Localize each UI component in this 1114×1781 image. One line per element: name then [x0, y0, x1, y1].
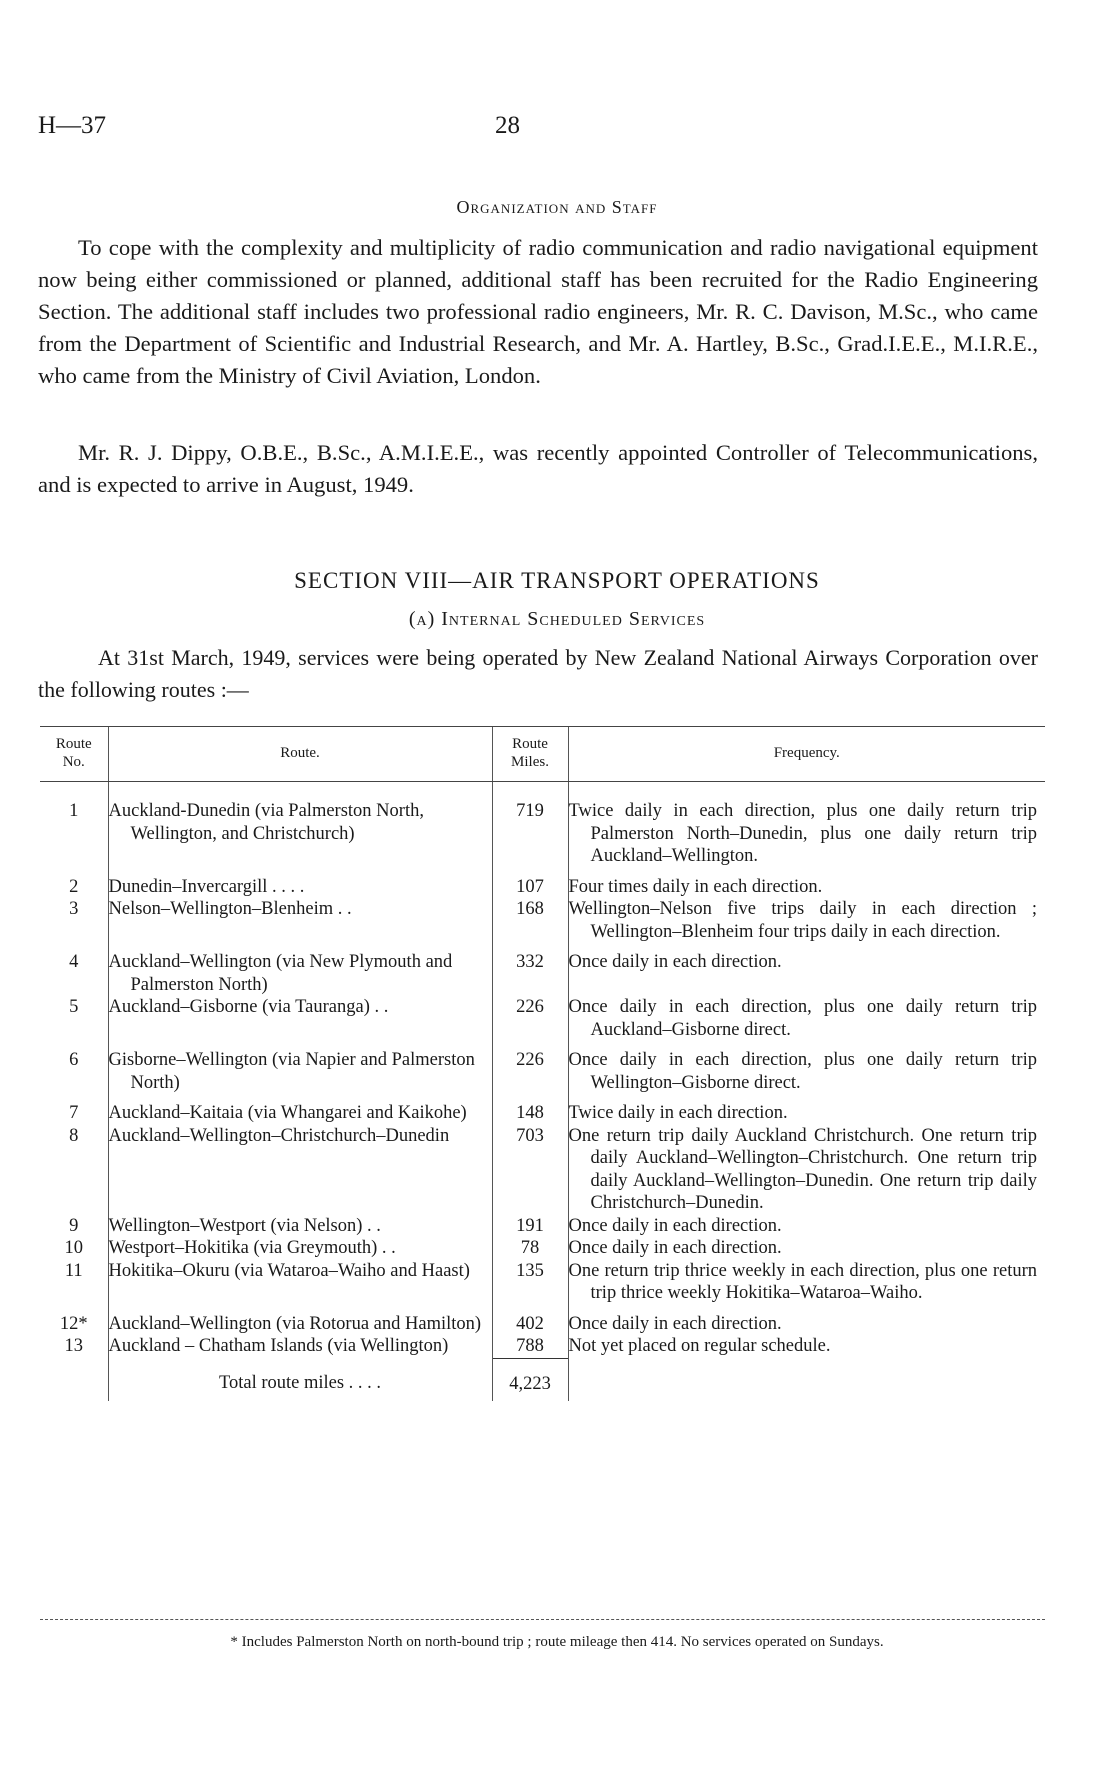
- route-no: 13: [64, 1336, 83, 1356]
- route-frequency: Once daily in each direction, plus one daily return trip Wellington–Gisborne direct.: [568, 1041, 1045, 1094]
- route-frequency: Once daily in each direction.: [568, 943, 1045, 996]
- route-name: Wellington–Westport (via Nelson) . .: [108, 1215, 492, 1238]
- table-row: [40, 898, 1045, 943]
- total-label: Total route miles . . . .: [108, 1358, 492, 1401]
- table-row: [40, 1237, 1045, 1260]
- route-no: 5: [69, 997, 79, 1017]
- route-name: Westport–Hokitika (via Greymouth) . .: [108, 1237, 492, 1260]
- header-route: Route.: [108, 727, 492, 782]
- route-miles: 332: [492, 943, 568, 996]
- organization-paragraph-1: To cope with the complexity and multiplicity of radio communication and radio navigational equipment now being either commissioned or planned, additional staff has been recruited for the Radio Engineering Section. The additional staff includes two professional radio engineers, Mr. R. C. Davison, M.Sc., who came from the Department of Scientific and Industrial Research, and Mr. A. Hartley, B.Sc., Grad.I.E.E., M.I.R.E., who came from the Ministry of Civil Aviation, London.: [38, 235, 1038, 388]
- route-miles: 168: [492, 898, 568, 943]
- table-header-row: [40, 727, 1045, 782]
- table-row: [40, 1215, 1045, 1238]
- table-row: [40, 1260, 1045, 1305]
- route-no: 2: [69, 876, 79, 897]
- route-name: Auckland–Gisborne (via Tauranga) . .: [108, 996, 492, 1041]
- route-name: Auckland–Wellington (via New Plymouth and Palmerston North): [108, 943, 492, 996]
- route-name: Auckland–Kaitaia (via Whangarei and Kaikohe): [108, 1094, 492, 1125]
- route-name: Auckland–Wellington–Christchurch–Dunedin: [108, 1125, 492, 1215]
- total-miles: 4,223: [492, 1358, 568, 1401]
- route-name: Auckland-Dunedin (via Palmerston North, Wellington, and Christchurch): [108, 782, 492, 868]
- route-miles: 402: [492, 1305, 568, 1336]
- route-miles: 191: [492, 1215, 568, 1238]
- footnote-divider: [40, 1619, 1045, 1620]
- route-name: Dunedin–Invercargill . . . .: [108, 868, 492, 899]
- route-miles: 226: [492, 996, 568, 1041]
- route-no: 10: [64, 1238, 83, 1258]
- footnote: * Includes Palmerston North on north-bound trip ; route mileage then 414. No services operated on Sundays.: [230, 1634, 884, 1650]
- route-miles: 78: [492, 1237, 568, 1260]
- table-row: [40, 868, 1045, 899]
- organization-paragraph-2: Mr. R. J. Dippy, O.B.E., B.Sc., A.M.I.E.E., was recently appointed Controller of Telecommunications, and is expected to arrive in August, 1949.: [38, 440, 1038, 497]
- table-row: [40, 943, 1045, 996]
- route-frequency: Twice daily in each direction, plus one daily return trip Palmerston North–Dunedin, plus one daily return trip Auckland–Wellington.: [568, 782, 1045, 868]
- route-no: 9: [69, 1215, 79, 1236]
- route-frequency: One return trip daily Auckland Christchurch. One return trip daily Auckland–Wellington–Christchurch. One return trip daily Auckland–Wellington–Dunedin. One return trip daily Christchurch–Dunedin.: [568, 1125, 1045, 1215]
- table-row: [40, 1125, 1045, 1215]
- route-name: Hokitika–Okuru (via Wataroa–Waiho and Haast): [108, 1260, 492, 1305]
- route-name: Auckland–Wellington (via Rotorua and Hamilton): [108, 1305, 492, 1336]
- route-no: 4: [69, 952, 79, 972]
- route-frequency: One return trip thrice weekly in each direction, plus one return trip thrice weekly Hokitika–Wataroa–Waiho.: [568, 1260, 1045, 1305]
- route-frequency: Once daily in each direction.: [568, 1305, 1045, 1336]
- route-miles: 107: [492, 868, 568, 899]
- route-miles: 703: [492, 1125, 568, 1215]
- route-name: Gisborne–Wellington (via Napier and Palmerston North): [108, 1041, 492, 1094]
- total-row: [40, 1358, 1045, 1401]
- header-frequency: Frequency.: [568, 727, 1045, 782]
- route-name: Auckland – Chatham Islands (via Wellington): [108, 1335, 492, 1358]
- route-miles: 135: [492, 1260, 568, 1305]
- document-reference: H—37: [38, 112, 107, 139]
- route-frequency: Once daily in each direction.: [568, 1215, 1045, 1238]
- organization-heading: Organization and Staff: [456, 197, 658, 217]
- route-no: 3: [69, 899, 79, 919]
- route-name: Nelson–Wellington–Blenheim . .: [108, 898, 492, 943]
- route-frequency: Not yet placed on regular schedule.: [568, 1335, 1045, 1358]
- route-frequency: Twice daily in each direction.: [568, 1094, 1045, 1125]
- route-no: 8: [69, 1125, 79, 1146]
- route-miles: 148: [492, 1094, 568, 1125]
- route-no: 1: [69, 801, 79, 821]
- route-no: 12*: [59, 1313, 88, 1334]
- header-route-miles: Route Miles.: [492, 727, 568, 782]
- section-subheading: (a) Internal Scheduled Services: [408, 608, 706, 630]
- route-no: 11: [64, 1260, 83, 1281]
- table-row: [40, 1335, 1045, 1358]
- table-row: [40, 1305, 1045, 1336]
- route-frequency: Once daily in each direction, plus one daily return trip Auckland–Gisborne direct.: [568, 996, 1045, 1041]
- route-miles: 788: [492, 1335, 568, 1358]
- route-frequency: Once daily in each direction.: [568, 1237, 1045, 1260]
- route-frequency: Four times daily in each direction.: [568, 868, 1045, 899]
- routes-table: [40, 726, 1045, 1401]
- route-miles: 719: [492, 782, 568, 868]
- table-row: [40, 996, 1045, 1041]
- route-miles: 226: [492, 1041, 568, 1094]
- route-no: 7: [69, 1103, 79, 1123]
- table-row: [40, 1094, 1045, 1125]
- route-frequency: Wellington–Nelson five trips daily in each direction ; Wellington–Blenheim four trips daily in each direction.: [568, 898, 1045, 943]
- section-heading: SECTION VIII—AIR TRANSPORT OPERATIONS: [294, 568, 820, 593]
- page-number: 28: [495, 112, 520, 139]
- header-route-no: Route No.: [40, 727, 108, 782]
- table-row: [40, 1041, 1045, 1094]
- section-intro: At 31st March, 1949, services were being operated by New Zealand National Airways Corporation over the following routes :—: [38, 645, 1038, 702]
- route-no: 6: [69, 1050, 79, 1070]
- table-row: [40, 782, 1045, 868]
